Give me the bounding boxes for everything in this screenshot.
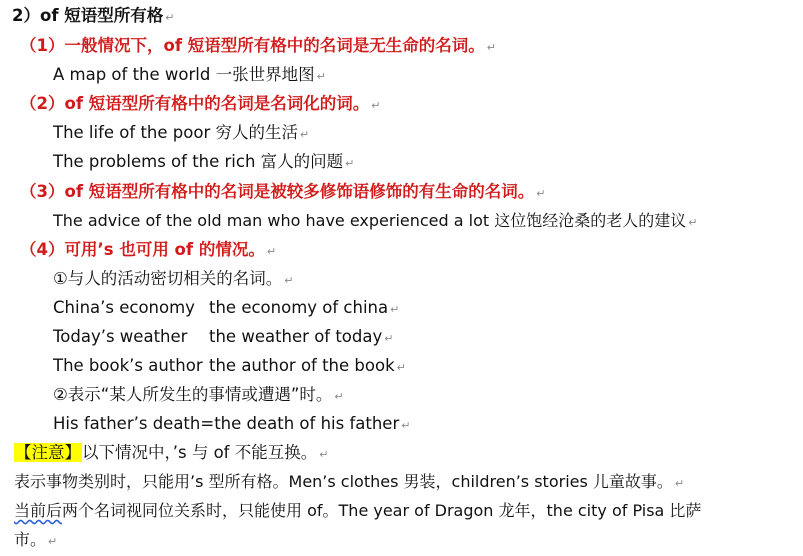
- paragraph-mark-icon: ↵: [345, 157, 355, 170]
- note-detail-text: 表示事物类别时，只能用’s 型所有格。Men’s clothes 男装，children’s stories 儿童故事。: [14, 472, 673, 491]
- note-detail-text: 市。: [14, 530, 47, 549]
- pair-row: [53, 354, 406, 378]
- rule-1-example: [53, 63, 326, 87]
- note-label-badge: 【注意】: [15, 443, 81, 462]
- pair-row: [53, 325, 393, 349]
- paragraph-mark-icon: ↵: [299, 128, 310, 141]
- rule-4-sub-1: [53, 267, 294, 291]
- pair-right: the author of the book: [209, 356, 395, 375]
- pair-right: the economy of china: [209, 298, 389, 317]
- pair-left: Today’s weather: [53, 327, 188, 346]
- rule-3-title: [20, 180, 545, 204]
- pair-row: [53, 296, 399, 320]
- example-text: A map of the world 一张世界地图: [53, 65, 315, 84]
- note-line: [14, 441, 328, 465]
- paragraph-mark-icon: ↵: [319, 448, 329, 461]
- rule-3-example: [53, 209, 697, 233]
- example-text: The advice of the old man who have experienced a lot 这位饱经沧桑的老人的建议: [53, 211, 687, 230]
- note-line-2: [14, 499, 701, 523]
- paragraph-mark-icon: ↵: [486, 41, 496, 54]
- example-text: The life of the poor 穷人的生活: [53, 123, 298, 142]
- rule-1-text: （1）一般情况下，of 短语型所有格中的名词是无生命的名词。: [20, 36, 485, 55]
- paragraph-mark-icon: ↵: [384, 332, 394, 345]
- rule-2-text: （2）of 短语型所有格中的名词是名词化的词。: [20, 94, 370, 113]
- paragraph-mark-icon: ↵: [334, 390, 344, 403]
- pair-right: the weather of today: [209, 327, 383, 346]
- pair-left: China’s economy: [53, 298, 195, 317]
- paragraph-mark-icon: ↵: [48, 535, 58, 548]
- paragraph-mark-icon: ↵: [401, 419, 411, 432]
- heading-text: 2）of 短语型所有格: [12, 6, 164, 25]
- pair-left: The book’s author: [53, 356, 203, 375]
- rule-2-example-1: [53, 121, 309, 145]
- note-text: 以下情况中，’s 与 of 不能互换。: [82, 443, 318, 462]
- rule-4-text: （4）可用’s 也可用 of 的情况。: [20, 240, 265, 259]
- underlined-text: 当前后: [14, 501, 63, 520]
- rule-3-text: （3）of 短语型所有格中的名词是被较多修饰语修饰的有生命的名词。: [20, 182, 535, 201]
- example-text: His father’s death=the death of his father: [53, 414, 400, 433]
- rule-4-sub-2: [53, 383, 344, 407]
- paragraph-mark-icon: ↵: [396, 361, 406, 374]
- note-detail-text: 两个名词视同位关系时，只能使用 of。The year of Dragon 龙年，the city of Pisa 比萨: [62, 501, 702, 520]
- paragraph-mark-icon: ↵: [316, 70, 326, 83]
- rule-4-example: [53, 412, 410, 436]
- paragraph-mark-icon: ↵: [674, 477, 685, 490]
- paragraph-mark-icon: ↵: [390, 303, 400, 316]
- rule-2-title: [20, 92, 380, 116]
- paragraph-mark-icon: ↵: [371, 99, 381, 112]
- paragraph-mark-icon: ↵: [266, 245, 277, 258]
- sub-point-text: ②表示“某人所发生的事情或遭遇”时。: [53, 385, 333, 404]
- sub-point-text: ①与人的活动密切相关的名词。: [53, 269, 283, 288]
- paragraph-mark-icon: ↵: [165, 11, 175, 24]
- example-text: The problems of the rich 富人的问题: [53, 152, 344, 171]
- paragraph-mark-icon: ↵: [284, 274, 294, 287]
- paragraph-mark-icon: ↵: [688, 216, 698, 229]
- paragraph-mark-icon: ↵: [536, 187, 546, 200]
- rule-1-title: [20, 34, 496, 58]
- section-heading: [12, 4, 174, 28]
- rule-4-title: [20, 238, 276, 262]
- note-line-3: [14, 528, 57, 552]
- rule-2-example-2: [53, 150, 354, 174]
- note-line-1: [14, 470, 684, 494]
